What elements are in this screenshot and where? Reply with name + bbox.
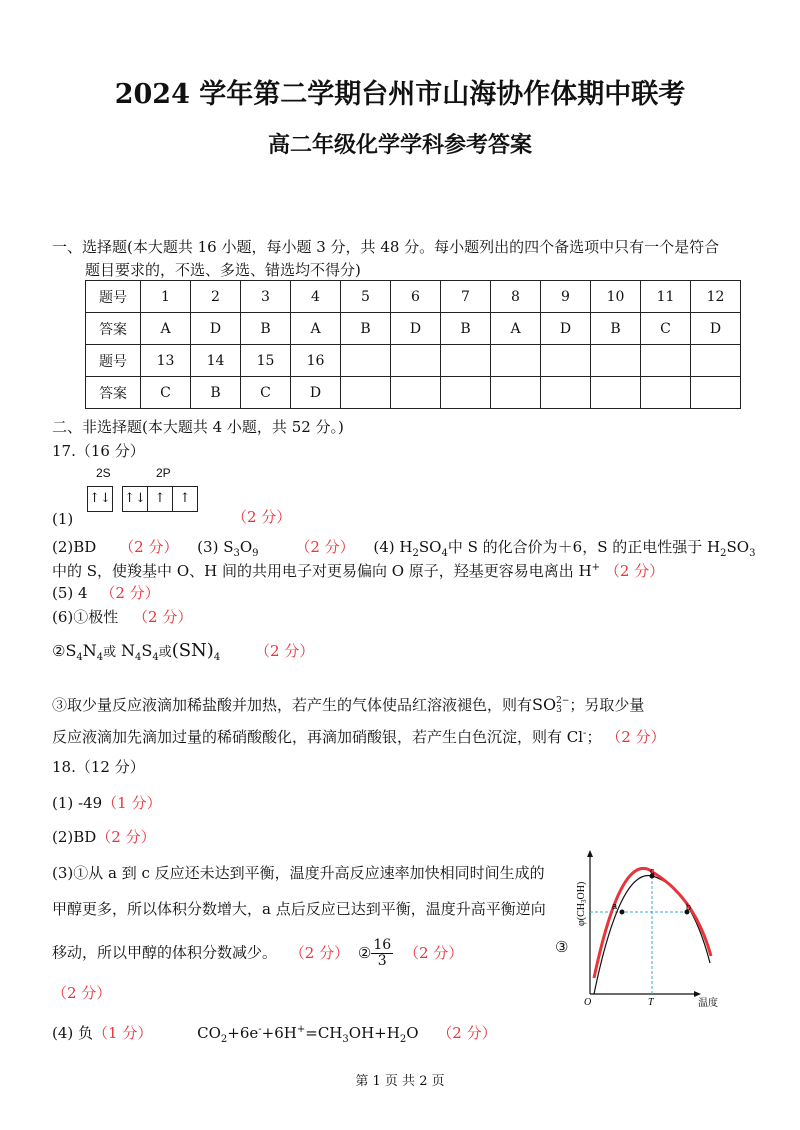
q17-p6-2-score: （2 分） <box>255 642 315 660</box>
table-cell <box>341 377 391 409</box>
table-cell: 9 <box>541 281 591 313</box>
page-title: 2024 学年第二学期台州市山海协作体期中联考 <box>114 79 686 110</box>
table-cell: 14 <box>191 345 241 377</box>
table-cell: 题号 <box>86 281 141 313</box>
table-cell: A <box>491 313 541 345</box>
table-cell: D <box>391 313 441 345</box>
q17-p4-line2: 中的 S，使羧基中 O、H 间的共用电子对更易偏向 O 原子，羟基更容易电离出 H+ （2 分） <box>52 562 665 580</box>
q17-p4-line1: (4) $H_2SO_4$中 S 的化合价为＋6，S 的正电性强于 $H_2SO_3$ <box>373 538 756 559</box>
q18-p3-line1: (3)①从 a 到 c 反应还未达到平衡，温度升高反应速率加快相同时间生成的 <box>52 864 545 882</box>
table-cell: 5 <box>341 281 391 313</box>
x-axis-label: 温度 <box>698 998 718 1009</box>
q18-p2: (2)BD（2 分） <box>52 828 156 846</box>
q17-p5-score: （2 分） <box>100 584 160 602</box>
orbital-diagram-2p <box>122 486 197 512</box>
methanol-temperature-graph <box>570 848 730 1013</box>
q17-p6-1-score: （2 分） <box>133 608 193 626</box>
table-cell: B <box>441 313 491 345</box>
fraction-16-3: $\frac{16}{3}$ <box>373 937 392 969</box>
q17-p4-score: （2 分） <box>604 562 665 580</box>
q18-heading: 18.（12 分） <box>52 758 145 776</box>
y-axis-arrow <box>587 850 593 857</box>
q18-p1-score: （1 分） <box>102 794 162 812</box>
orbital-box-2p-1: ↑↓ <box>122 486 148 512</box>
orbital-diagram <box>87 486 112 512</box>
table-cell: B <box>191 377 241 409</box>
table-cell: 4 <box>291 281 341 313</box>
table-cell <box>391 377 441 409</box>
q18-p3-line3: 移动，所以甲醇的体积分数减少。 （2 分） ② $\frac{16}{3}$ （2 分） <box>52 937 464 969</box>
point-c-label: c <box>650 866 655 876</box>
q18-p3-3-marker: ③ <box>555 938 569 956</box>
table-cell: D <box>291 377 341 409</box>
table-cell: 8 <box>491 281 541 313</box>
q17-p5: (5) 4 （2 分） <box>52 584 160 602</box>
table-cell <box>691 377 741 409</box>
table-cell: A <box>141 313 191 345</box>
orbital-box-2s: ↑↓ <box>87 486 113 512</box>
q17-p2-answer: (2)BD <box>52 538 97 556</box>
table-cell: 16 <box>291 345 341 377</box>
q18-p3-line2: 甲醇更多，所以体积分数增大，a 点后反应已达到平衡，温度升高平衡逆向 <box>52 900 546 918</box>
table-cell <box>541 377 591 409</box>
table-cell: D <box>691 313 741 345</box>
orbital-2p-label: 2P <box>156 466 171 480</box>
table-cell: 题号 <box>86 345 141 377</box>
table-cell <box>641 377 691 409</box>
point-a-label: a <box>612 901 618 911</box>
q18-p3-3-score: （2 分） <box>52 984 112 1002</box>
point-b-label: b <box>686 902 692 912</box>
table-cell: C <box>641 313 691 345</box>
table-cell <box>641 345 691 377</box>
section1-intro-line2: 题目要求的，不选、多选、错选均不得分) <box>85 261 361 279</box>
table-cell <box>441 345 491 377</box>
q17-heading: 17.（16 分） <box>52 442 145 460</box>
table-cell <box>441 377 491 409</box>
section1-intro-line1: 一、选择题(本大题共 16 小题，每小题 3 分，共 48 分。每小题列出的四个备选项中只有一个是符合 <box>52 238 720 256</box>
table-cell: 3 <box>241 281 291 313</box>
q18-p4-score1: （1 分） <box>93 1024 153 1042</box>
y-axis-label: $\varphi(CH_3OH)$ <box>576 881 588 926</box>
table-cell: 10 <box>591 281 641 313</box>
table-cell <box>541 345 591 377</box>
table-cell: C <box>141 377 191 409</box>
page-footer: 第 1 页 共 2 页 <box>355 1074 445 1089</box>
q18-p3-2-score: （2 分） <box>403 943 464 962</box>
page-subtitle: 高二年级化学学科参考答案 <box>267 132 532 158</box>
table-cell <box>591 345 641 377</box>
table-cell <box>341 345 391 377</box>
q17-p6-3-line2: 反应液滴加先滴加过量的稀硝酸酸化，再滴加硝酸银，若产生白色沉淀，则有 Cl-； （2 分） <box>52 728 666 746</box>
q18-p4-score2: （2 分） <box>437 1024 497 1042</box>
table-cell: 2 <box>191 281 241 313</box>
table-cell: D <box>191 313 241 345</box>
table-cell <box>491 345 541 377</box>
q17-p2 <box>52 536 755 559</box>
table-row <box>86 345 741 377</box>
table-cell: B <box>241 313 291 345</box>
q18-p3-score: （2 分） <box>289 943 350 962</box>
q17-p2-score: （2 分） <box>119 538 179 556</box>
table-cell: 7 <box>441 281 491 313</box>
table-cell: 13 <box>141 345 191 377</box>
q18-p4-equation: $CO_2+6e^-+6H^+=CH_3OH+H_2O$ <box>197 1024 419 1045</box>
orbital-2s-label: 2S <box>96 466 111 480</box>
table-cell <box>691 345 741 377</box>
q17-p3-score: （2 分） <box>295 538 355 556</box>
table-cell: 6 <box>391 281 441 313</box>
table-cell: D <box>541 313 591 345</box>
q17-p6-2: $②S_4N_4$或 $N_4S_4$或$(SN)_4$ （2 分） <box>52 640 315 663</box>
orbital-box-2p-3: ↑ <box>172 486 198 512</box>
q17-p6-3-line1: ③取少量反应液滴加稀盐酸并加热，若产生的气体使品红溶液褪色，则有SO 2− 3 ；另取少量 <box>52 695 645 715</box>
q17-p3-answer: (3) $S_3O_9$ <box>197 538 259 559</box>
table-cell: 答案 <box>86 313 141 345</box>
table-cell: A <box>291 313 341 345</box>
table-row <box>86 313 741 345</box>
q18-p2-score: （2 分） <box>96 828 156 846</box>
t-label: T <box>648 997 654 1008</box>
table-cell: 1 <box>141 281 191 313</box>
table-row <box>86 377 741 409</box>
table-cell: B <box>341 313 391 345</box>
table-cell <box>491 377 541 409</box>
q17-p1-score: （2 分） <box>232 508 292 526</box>
table-cell: B <box>591 313 641 345</box>
table-cell: 答案 <box>86 377 141 409</box>
q18-p1: (1) -49（1 分） <box>52 794 162 812</box>
table-cell: 12 <box>691 281 741 313</box>
q17-p6-1: (6)①极性 （2 分） <box>52 608 193 626</box>
q18-p4: (4) 负（1 分） $CO_2+6e^-+6H^+=CH_3OH+H_2O$ （2 分） <box>52 1024 497 1045</box>
section2-intro: 二、非选择题(本大题共 4 小题，共 52 分。) <box>52 418 344 436</box>
orbital-box-2p-2: ↑ <box>147 486 173 512</box>
table-cell: C <box>241 377 291 409</box>
origin-label: O <box>584 997 592 1008</box>
x-axis-arrow <box>694 991 701 997</box>
answer-table <box>85 280 741 409</box>
q17-p1-label: (1) <box>52 510 74 528</box>
table-cell: 11 <box>641 281 691 313</box>
table-cell <box>391 345 441 377</box>
point-a-dot <box>620 910 625 915</box>
table-cell <box>591 377 641 409</box>
table-row <box>86 281 741 313</box>
q17-p6-3-score: （2 分） <box>606 728 666 746</box>
table-cell: 15 <box>241 345 291 377</box>
